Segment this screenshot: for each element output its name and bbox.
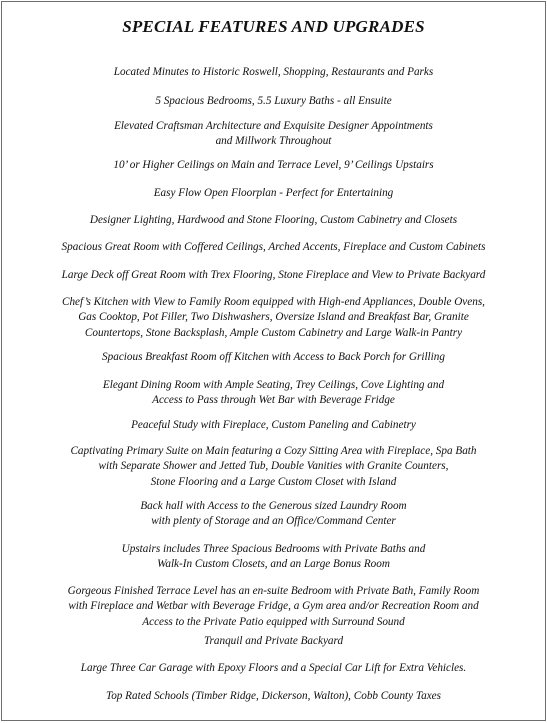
feature-item bbox=[10, 350, 537, 365]
feature-line: Countertops, Stone Backsplash, Ample Custom Cabinetry and Large Walk-in Pantry bbox=[84, 326, 463, 339]
feature-line: Tranquil and Private Backyard bbox=[203, 635, 344, 647]
feature-item bbox=[10, 295, 537, 341]
feature-item bbox=[10, 634, 537, 649]
feature-line: Spacious Breakfast Room off Kitchen with Access to Back Porch for Grilling bbox=[102, 351, 445, 363]
feature-item bbox=[10, 444, 537, 490]
feature-item bbox=[10, 65, 537, 80]
feature-item bbox=[10, 94, 537, 109]
feature-item bbox=[10, 499, 537, 530]
feature-item bbox=[10, 119, 537, 150]
feature-line: Designer Lighting, Hardwood and Stone Flooring, Custom Cabinetry and Closets bbox=[89, 214, 458, 226]
feature-line: with Fireplace and Wetbar with Beverage Fridge, a Gym area and/or Recreation Room and bbox=[68, 600, 479, 613]
feature-item bbox=[10, 378, 537, 409]
feature-line: Top Rated Schools (Timber Ridge, Dickerson, Walton), Cobb County Taxes bbox=[106, 690, 441, 702]
feature-item bbox=[10, 268, 537, 283]
feature-line: Elegant Dining Room with Ample Seating, Trey Ceilings, Cove Lighting and bbox=[102, 379, 445, 391]
feature-line: and Millwork Throughout bbox=[215, 135, 332, 148]
feature-line: Access to the Private Patio equipped with Surround Sound bbox=[142, 615, 405, 628]
feature-line: Spacious Great Room with Coffered Ceilings, Arched Accents, Fireplace and Custom Cabinets bbox=[61, 241, 486, 253]
feature-item bbox=[10, 689, 537, 704]
feature-line: 5 Spacious Bedrooms, 5.5 Luxury Baths - all Ensuite bbox=[155, 95, 392, 107]
feature-item bbox=[10, 661, 537, 676]
feature-line: Elevated Craftsman Architecture and Exquisite Designer Appointments bbox=[114, 120, 433, 132]
features-document bbox=[1, 1, 546, 721]
feature-line: Captivating Primary Suite on Main featuring a Cozy Sitting Area with Fireplace, Spa Bath bbox=[70, 445, 477, 457]
feature-line: Gorgeous Finished Terrace Level has an en-suite Bedroom with Private Bath, Family Room bbox=[67, 585, 480, 597]
feature-item bbox=[10, 542, 537, 573]
feature-line: Back hall with Access to the Generous sized Laundry Room bbox=[140, 500, 407, 512]
feature-line: with Separate Shower and Jetted Tub, Double Vanities with Granite Counters, bbox=[98, 460, 449, 473]
feature-line: Located Minutes to Historic Roswell, Shopping, Restaurants and Parks bbox=[113, 66, 434, 78]
feature-line: Large Deck off Great Room with Trex Flooring, Stone Fireplace and View to Private Backyard bbox=[61, 269, 486, 281]
feature-item bbox=[10, 158, 537, 173]
document-title: SPECIAL FEATURES AND UPGRADES bbox=[122, 17, 425, 36]
feature-line: Upstairs includes Three Spacious Bedrooms with Private Baths and bbox=[121, 543, 426, 555]
feature-line: Chef’s Kitchen with View to Family Room equipped with High-end Appliances, Double Ovens, bbox=[62, 296, 485, 308]
feature-line: Gas Cooktop, Pot Filler, Two Dishwashers, Oversize Island and Breakfast Bar, Granite bbox=[78, 311, 469, 324]
feature-line: Easy Flow Open Floorplan - Perfect for Entertaining bbox=[153, 187, 394, 199]
feature-line: 10’ or Higher Ceilings on Main and Terrace Level, 9’ Ceilings Upstairs bbox=[113, 159, 434, 171]
feature-item bbox=[10, 418, 537, 433]
feature-line: Walk-In Custom Closets, and an Large Bonus Room bbox=[157, 558, 390, 571]
feature-line: Access to Pass through Wet Bar with Beverage Fridge bbox=[152, 394, 395, 407]
feature-item bbox=[10, 240, 537, 255]
feature-item bbox=[10, 584, 537, 630]
feature-item bbox=[10, 213, 537, 228]
feature-line: with plenty of Storage and an Office/Command Center bbox=[151, 515, 396, 528]
feature-line: Large Three Car Garage with Epoxy Floors and a Special Car Lift for Extra Vehicles. bbox=[80, 662, 467, 674]
feature-line: Stone Flooring and a Large Custom Closet with Island bbox=[150, 475, 397, 488]
feature-item bbox=[10, 186, 537, 201]
feature-line: Peaceful Study with Fireplace, Custom Paneling and Cabinetry bbox=[131, 419, 416, 431]
